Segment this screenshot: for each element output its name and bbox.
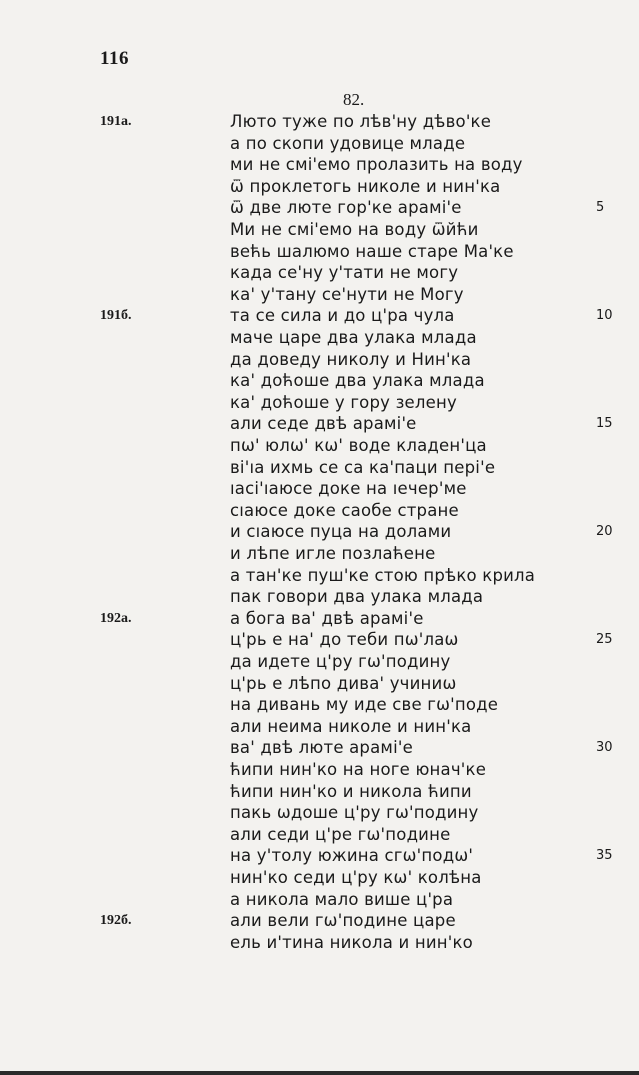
verse-text: а бога ва' двѣ арамі'е [230,608,424,628]
verse-text: ћипи нин'ко и никола ћипи [230,781,472,801]
verse-text: на дивань му иде све гѡ'поде [230,695,499,715]
line-number: 30 [596,740,613,756]
poem-line [0,630,639,652]
verse-text: ѿ проклетогь николе и нин'ка [230,176,501,196]
line-number: 20 [596,524,613,540]
verse-text: пѡ' юлѡ' кѡ' воде кладен'ца [230,436,487,455]
page-number: 116 [100,48,129,69]
poem-line [0,652,639,674]
poem-line [0,760,639,782]
poem-line [0,263,639,285]
verse-text: ıасі'ıаюсе доке на ıечер'ме [230,479,467,499]
line-number: 5 [596,200,605,216]
line-number: 10 [596,308,613,324]
folio-marker: 192a. [100,610,132,626]
verse-text: ка' доћоше два улака млада [230,371,485,391]
poem-line [0,695,639,717]
verse-text: али седе двѣ арамі'е [230,414,417,434]
verse-text: али вели гѡ'подине царе [230,911,456,931]
verse-text: ва' двѣ люте арамі'е [230,738,413,758]
poem-line [0,242,639,264]
verse-text: а никола мало више ц'ра [230,889,454,909]
poem-line [0,738,639,760]
verse-text: и сıаюсе пуца на долами [230,522,452,542]
folio-marker: 191a. [100,114,132,129]
verse-text: ві'ıа ихмь се са ка'паци пері'е [230,457,496,477]
verse-text: да идете ц'ру гѡ'подину [230,652,451,671]
poem-line [0,220,639,242]
poem-line [0,782,639,804]
poem-line [0,522,639,544]
verse-text: ц'рь е лѣпо дива' учиниѡ [230,673,457,693]
poem-line [0,846,639,868]
poem-line [0,803,639,825]
poem-line [0,134,639,156]
poem-line [0,371,639,393]
verse-text: Люто туже по лѣв'ну дѣво'ке [230,112,492,131]
verse-text: пакь ѡдоше ц'ру гѡ'подину [230,803,479,823]
verse-text: ка' у'тану се'нути не Могу [230,284,464,304]
poem-line [0,414,639,436]
verse-text: а тан'ке пуш'ке стою прѣко крила [230,565,536,585]
poem-line [0,155,639,177]
verse-text: али неима николе и нин'ка [230,716,472,736]
poem-line [0,717,639,739]
folio-marker: 191б. [100,308,132,324]
verse-text: нин'ко седи ц'ру кѡ' колѣна [230,868,482,887]
line-number: 35 [596,848,613,864]
poem-line [0,890,639,912]
poem-line [0,177,639,199]
poem-line [0,306,639,328]
verse-text: пак говори два улака млада [230,587,484,607]
verse-text: али седи ц'ре гѡ'подине [230,824,451,844]
line-number: 25 [596,632,613,648]
verse-text: и лѣпе игле позлаћене [230,544,436,563]
poem-line [0,674,639,696]
poem-number: 82. [343,90,365,109]
poem-line [0,825,639,847]
poem-line [0,587,639,609]
poem-line [0,911,639,933]
poem-line [0,868,639,890]
verse-text: на у'толу южина сгѡ'подѡ' [230,846,474,866]
verse-text: сıаюсе доке саобе стране [230,500,459,520]
poem-line [0,328,639,350]
bottom-border [0,1071,639,1075]
verse-text: ка' доћоше у гору зелену [230,392,457,412]
verse-text: када се'ну у'тати не могу [230,263,459,283]
poem-line [0,501,639,523]
poem-line [0,198,639,220]
poem-line [0,544,639,566]
poem-line [0,479,639,501]
poem-line [0,285,639,307]
poem-line [0,609,639,631]
verse-text: да доведу николу и Нин'ка [230,349,472,369]
poem-line [0,112,639,134]
folio-marker: 192б. [100,913,132,929]
verse-text: та се сила и до ц'ра чула [230,306,455,326]
poem-line [0,393,639,415]
poem-line [0,458,639,480]
poem-line [0,566,639,588]
poem-line [0,933,639,955]
verse-text: Ми не смі'емо на воду ѿйћи [230,220,479,239]
verse-text: већь шалюмо наше старе Ма'ке [230,241,514,261]
verse-text: маче царе два улака млада [230,328,477,347]
line-number: 15 [596,416,613,432]
verse-text: ми не смі'емо пролазить на воду [230,155,523,175]
verse-text: а по скопи удовице младе [230,133,466,153]
verse-text: ћипи нин'ко на ноге юнач'ке [230,760,487,779]
verse-text: ель и'тина никола и нин'ко [230,932,473,952]
verse-text: ѿ две люте гор'ке арамі'е [230,198,462,218]
poem-line [0,350,639,372]
poem-line [0,436,639,458]
verse-text: ц'рь е на' до теби пѡ'лаѡ [230,630,459,650]
